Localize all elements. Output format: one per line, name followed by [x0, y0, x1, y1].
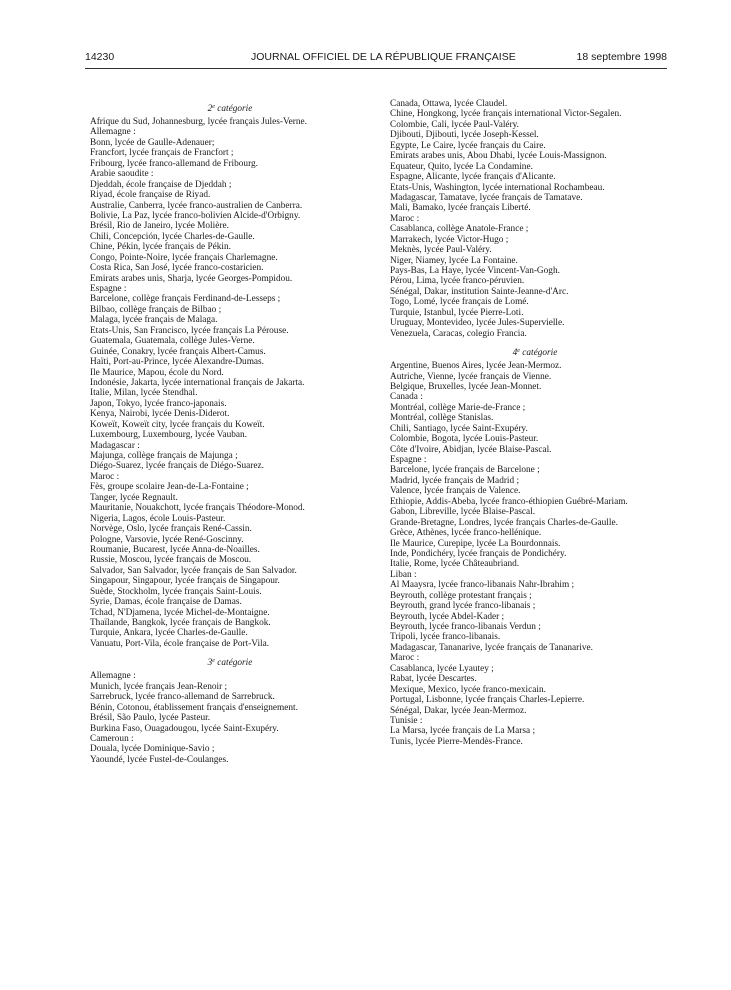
school-entry: Sénégal, Dakar, lycée Jean-Mermoz.	[390, 705, 527, 716]
school-entry: Pays-Bas, La Haye, lycée Vincent-Van-Gogh.	[390, 266, 560, 276]
school-entry: Tchad, N'Djamena, lycée Michel-de-Montaigne.	[90, 607, 270, 618]
category-ordinal: e	[212, 104, 215, 110]
school-entry: Russie, Moscou, lycée français de Moscou.	[90, 555, 252, 566]
school-entry: La Marsa, lycée français de La Marsa ;	[390, 726, 536, 737]
school-entry: Malaga, lycée français de Malaga.	[90, 315, 218, 326]
school-entry: Roumanie, Bucarest, lycée Anna-de-Noailles.	[90, 544, 260, 555]
school-entry: Turquie, Ankara, lycée Charles-de-Gaulle.	[90, 628, 248, 639]
school-entry: Canada, Ottawa, lycée Claudel.	[390, 99, 508, 109]
school-entry: Mexique, Mexico, lycée franco-mexicain.	[390, 684, 546, 695]
school-entry: Afrique du Sud, Johannesburg, lycée français Jules-Verne.	[90, 117, 307, 127]
school-entry: Beyrouth, collège protestant français ;	[390, 590, 532, 601]
school-entry: Chine, Hongkong, lycée français international Victor-Segalen.	[390, 109, 622, 120]
school-entry: Madrid, lycée français de Madrid ;	[390, 475, 520, 486]
school-entry: Gabon, Libreville, lycée Blaise-Pascal.	[390, 507, 536, 518]
school-entry: Togo, Lomé, lycée français de Lomé.	[390, 297, 529, 308]
school-entry: Haïti, Port-au-Prince, lycée Alexandre-Dumas.	[90, 357, 264, 368]
left-column	[90, 99, 370, 765]
school-entry: Valence, lycée français de Valence.	[390, 486, 521, 497]
school-entry: Djeddah, école française de Djeddah ;	[90, 179, 232, 190]
school-entry: Japon, Tokyo, lycée franco-japonais.	[90, 398, 227, 409]
school-entry: Chili, Concepción, lycée Charles-de-Gaulle.	[90, 231, 255, 242]
school-entry: Maroc :	[90, 471, 120, 482]
category-label: catégorie	[217, 104, 253, 114]
school-entry: Egypte, Le Caire, lycée français du Caire.	[390, 140, 546, 151]
school-entry: Mali, Bamako, lycée français Liberté.	[390, 203, 531, 214]
school-entry: Salvador, San Salvador, lycée français de San Salvador.	[90, 565, 297, 576]
school-entry: Tunisie :	[390, 715, 423, 726]
school-entry: Bonn, lycée de Gaulle-Adenauer;	[90, 137, 215, 148]
school-entry: Munich, lycée français Jean-Renoir ;	[90, 681, 228, 692]
right-column	[390, 99, 680, 747]
category-heading	[90, 99, 370, 115]
school-entry: Luxembourg, Luxembourg, lycée Vauban.	[90, 430, 247, 441]
category-number: 3	[207, 658, 213, 669]
school-entry: Indonésie, Jakarta, lycée international français de Jakarta.	[90, 377, 305, 388]
school-entry: Italie, Milan, lycée Stendhal.	[90, 388, 198, 399]
school-entry: Espagne, Alicante, lycée français d'Alicante.	[390, 172, 556, 183]
school-entry: Belgique, Bruxelles, lycée Jean-Monnet.	[390, 381, 542, 392]
school-entry: Etats-Unis, San Francisco, lycée français La Pérouse.	[90, 325, 289, 336]
school-entry: Emirats arabes unis, Sharja, lycée Georges-Pompidou.	[90, 273, 293, 284]
school-entry: Cameroun :	[90, 733, 134, 744]
school-entry: Autriche, Vienne, lycée français de Vienne.	[390, 371, 552, 382]
school-entry: Madagascar, Tananarive, lycée français de Tananarive.	[390, 642, 593, 653]
school-entry: Francfort, lycée français de Francfort ;	[90, 148, 234, 159]
category-label: catégorie	[522, 348, 558, 359]
school-entry: Norvège, Oslo, lycée français René-Cassin.	[90, 524, 252, 535]
school-entry: Montréal, collège Stanislas.	[390, 413, 494, 424]
school-entry: Portugal, Lisbonne, lycée français Charles-Lepierre.	[390, 695, 585, 706]
school-entry: Yaoundé, lycée Fustel-de-Coulanges.	[90, 754, 229, 765]
school-entry: Beyrouth, grand lycée franco-libanais ;	[390, 601, 536, 612]
school-entry: Beyrouth, lycée Abdel-Kader ;	[390, 611, 505, 622]
school-entry: Maroc :	[390, 213, 420, 224]
school-entry: Allemagne :	[90, 671, 136, 682]
school-entry: Montréal, collège Marie-de-France ;	[390, 402, 526, 413]
school-entry: Emirats arabes unis, Abou Dhabi, lycée Louis-Massignon.	[390, 151, 607, 162]
school-entry: Venezuela, Caracas, colegio Francia.	[390, 328, 527, 339]
school-entry: Barcelone, collège français Ferdinand-de-Lesseps ;	[90, 294, 281, 305]
school-entry: Douala, lycée Dominique-Savio ;	[90, 744, 215, 755]
school-entry: Grèce, Athènes, lycée franco-hellénique.	[390, 528, 542, 539]
school-entry: Guatemala, Guatemala, collège Jules-Verne.	[90, 336, 255, 347]
school-entry: Maroc :	[390, 653, 420, 664]
category-heading	[390, 343, 680, 359]
school-entry: Vanuatu, Port-Vila, école française de Port-Vila.	[90, 638, 270, 649]
category-heading	[90, 653, 370, 669]
category-label: catégorie	[217, 658, 253, 669]
school-entry: Sarrebruck, lycée franco-allemand de Sarrebruck.	[90, 692, 275, 703]
school-entry: Italie, Rome, lycée Châteaubriand.	[390, 559, 520, 570]
page-header	[85, 51, 667, 65]
school-entry: Allemagne :	[90, 127, 136, 138]
school-entry: Suède, Stockholm, lycée français Saint-Louis.	[90, 586, 262, 597]
school-entry: Ethiopie, Addis-Abeba, lycée franco-éthiopien Guébré-Mariam.	[390, 496, 628, 507]
school-entry: Uruguay, Montevideo, lycée Jules-Supervielle.	[390, 318, 565, 329]
school-entry: Chine, Pékin, lycée français de Pékin.	[90, 242, 231, 253]
journal-title: JOURNAL OFFICIEL DE LA RÉPUBLIQUE FRANÇAISE	[251, 51, 516, 63]
school-entry: Costa Rica, San José, lycée franco-costaricien.	[90, 263, 264, 274]
school-entry: Bilbao, collège français de Bilbao ;	[90, 304, 222, 315]
publication-date: 18 septembre 1998	[576, 51, 667, 63]
school-entry: Fès, groupe scolaire Jean-de-La-Fontaine ;	[90, 482, 249, 493]
school-entry: Colombie, Bogota, lycée Louis-Pasteur.	[390, 434, 539, 445]
page-number: 14230	[85, 51, 115, 63]
header-rule	[85, 68, 667, 69]
school-entry: Turquie, Istanbul, lycée Pierre-Loti.	[390, 307, 524, 318]
school-entry: Liban :	[390, 569, 417, 580]
school-entry: Etats-Unis, Washington, lycée international Rochambeau.	[390, 182, 605, 193]
category-number: 2	[207, 104, 213, 114]
school-entry: Espagne :	[390, 455, 427, 465]
school-entry: Sénégal, Dakar, institution Sainte-Jeanne-d'Arc.	[390, 286, 569, 297]
school-entry: Ile Maurice, Mapou, école du Nord.	[90, 367, 224, 378]
school-entry: Singapour, Singapour, lycée français de Singapour.	[90, 576, 280, 587]
school-entry: Madagascar :	[90, 440, 140, 451]
school-entry: Brésil, Rio de Janeiro, lycée Molière.	[90, 221, 229, 232]
school-entry: Tanger, lycée Regnault.	[90, 492, 178, 503]
school-entry: Barcelone, lycée français de Barcelone ;	[390, 465, 540, 476]
school-entry: Espagne :	[90, 284, 127, 294]
school-entry: Thaïlande, Bangkok, lycée français de Bangkok.	[90, 618, 271, 628]
school-entry: Tripoli, lycée franco-libanais.	[390, 632, 501, 643]
school-entry: Casablanca, collège Anatole-France ;	[390, 224, 529, 235]
school-entry: Brésil, São Paulo, lycée Pasteur.	[90, 713, 211, 724]
school-entry: Marrakech, lycée Victor-Hugo ;	[390, 234, 509, 245]
school-entry: Niger, Niamey, lycée La Fontaine.	[390, 255, 518, 266]
school-entry: Djibouti, Djibouti, lycée Joseph-Kessel.	[390, 130, 539, 141]
school-entry: Canada :	[390, 392, 423, 403]
school-entry: Diégo-Suarez, lycée français de Diégo-Suarez.	[90, 461, 264, 472]
school-entry: Grande-Bretagne, Londres, lycée français Charles-de-Gaulle.	[390, 517, 618, 528]
school-entry: Syrie, Damas, école française de Damas.	[90, 597, 242, 608]
school-entry: Majunga, collège français de Majunga ;	[90, 451, 238, 461]
category-ordinal: e	[517, 348, 520, 355]
school-entry: Argentine, Buenos Aires, lycée Jean-Mermoz.	[390, 361, 562, 372]
school-entry: Arabie saoudite :	[90, 169, 154, 180]
school-entry: Ile Maurice, Curepipe, lycée La Bourdonnais.	[390, 538, 561, 549]
school-entry: Mauritanie, Nouakchott, lycée français Théodore-Monod.	[90, 503, 305, 514]
school-entry: Al Maaysra, lycée franco-libanais Nahr-Ibrahim ;	[390, 580, 575, 591]
school-entry: Tunis, lycée Pierre-Mendès-France.	[390, 736, 523, 747]
school-entry: Madagascar, Tamatave, lycée français de Tamatave.	[390, 192, 583, 203]
school-entry: Bolivie, La Paz, lycée franco-bolivien Alcide-d'Orbigny.	[90, 210, 301, 221]
school-entry: Bénin, Cotonou, établissement français d'enseignement.	[90, 702, 298, 713]
school-entry: Chili, Santiago, lycée Saint-Exupéry.	[390, 423, 528, 434]
school-entry: Koweït, Koweït city, lycée français du Koweït.	[90, 419, 265, 430]
school-entry: Meknès, lycée Paul-Valéry.	[390, 245, 492, 256]
school-entry: Inde, Pondichéry, lycée français de Pondichéry.	[390, 548, 567, 559]
school-entry: Equateur, Quito, lycée La Condamine.	[390, 161, 533, 172]
school-entry: Australie, Canberra, lycée franco-australien de Canberra.	[90, 200, 303, 211]
school-entry: Pérou, Lima, lycée franco-péruvien.	[390, 276, 525, 287]
school-entry: Pologne, Varsovie, lycée René-Goscinny.	[90, 534, 244, 545]
school-entry: Beyrouth, lycée franco-libanais Verdun ;	[390, 622, 541, 632]
category-ordinal: e	[212, 658, 215, 665]
school-entry: Burkina Faso, Ouagadougou, lycée Saint-Exupéry.	[90, 723, 279, 734]
school-entry: Colombie, Cali, lycée Paul-Valéry.	[390, 119, 520, 130]
school-entry: Casablanca, lycée Lyautey ;	[390, 663, 494, 674]
category-number: 4	[512, 348, 518, 359]
school-entry: Guinée, Conakry, lycée français Albert-Camus.	[90, 346, 266, 357]
school-entry: Fribourg, lycée franco-allemand de Fribourg.	[90, 158, 258, 169]
school-entry: Nigeria, Lagos, école Louis-Pasteur.	[90, 513, 226, 524]
school-entry: Rabat, lycée Descartes.	[390, 674, 477, 685]
school-entry: Riyad, école française de Riyad.	[90, 190, 211, 201]
school-entry: Kenya, Nairobi, lycée Denis-Diderot.	[90, 409, 230, 420]
school-entry: Congo, Pointe-Noire, lycée français Charlemagne.	[90, 252, 278, 263]
school-entry: Côte d'Ivoire, Abidjan, lycée Blaise-Pascal.	[390, 444, 552, 455]
